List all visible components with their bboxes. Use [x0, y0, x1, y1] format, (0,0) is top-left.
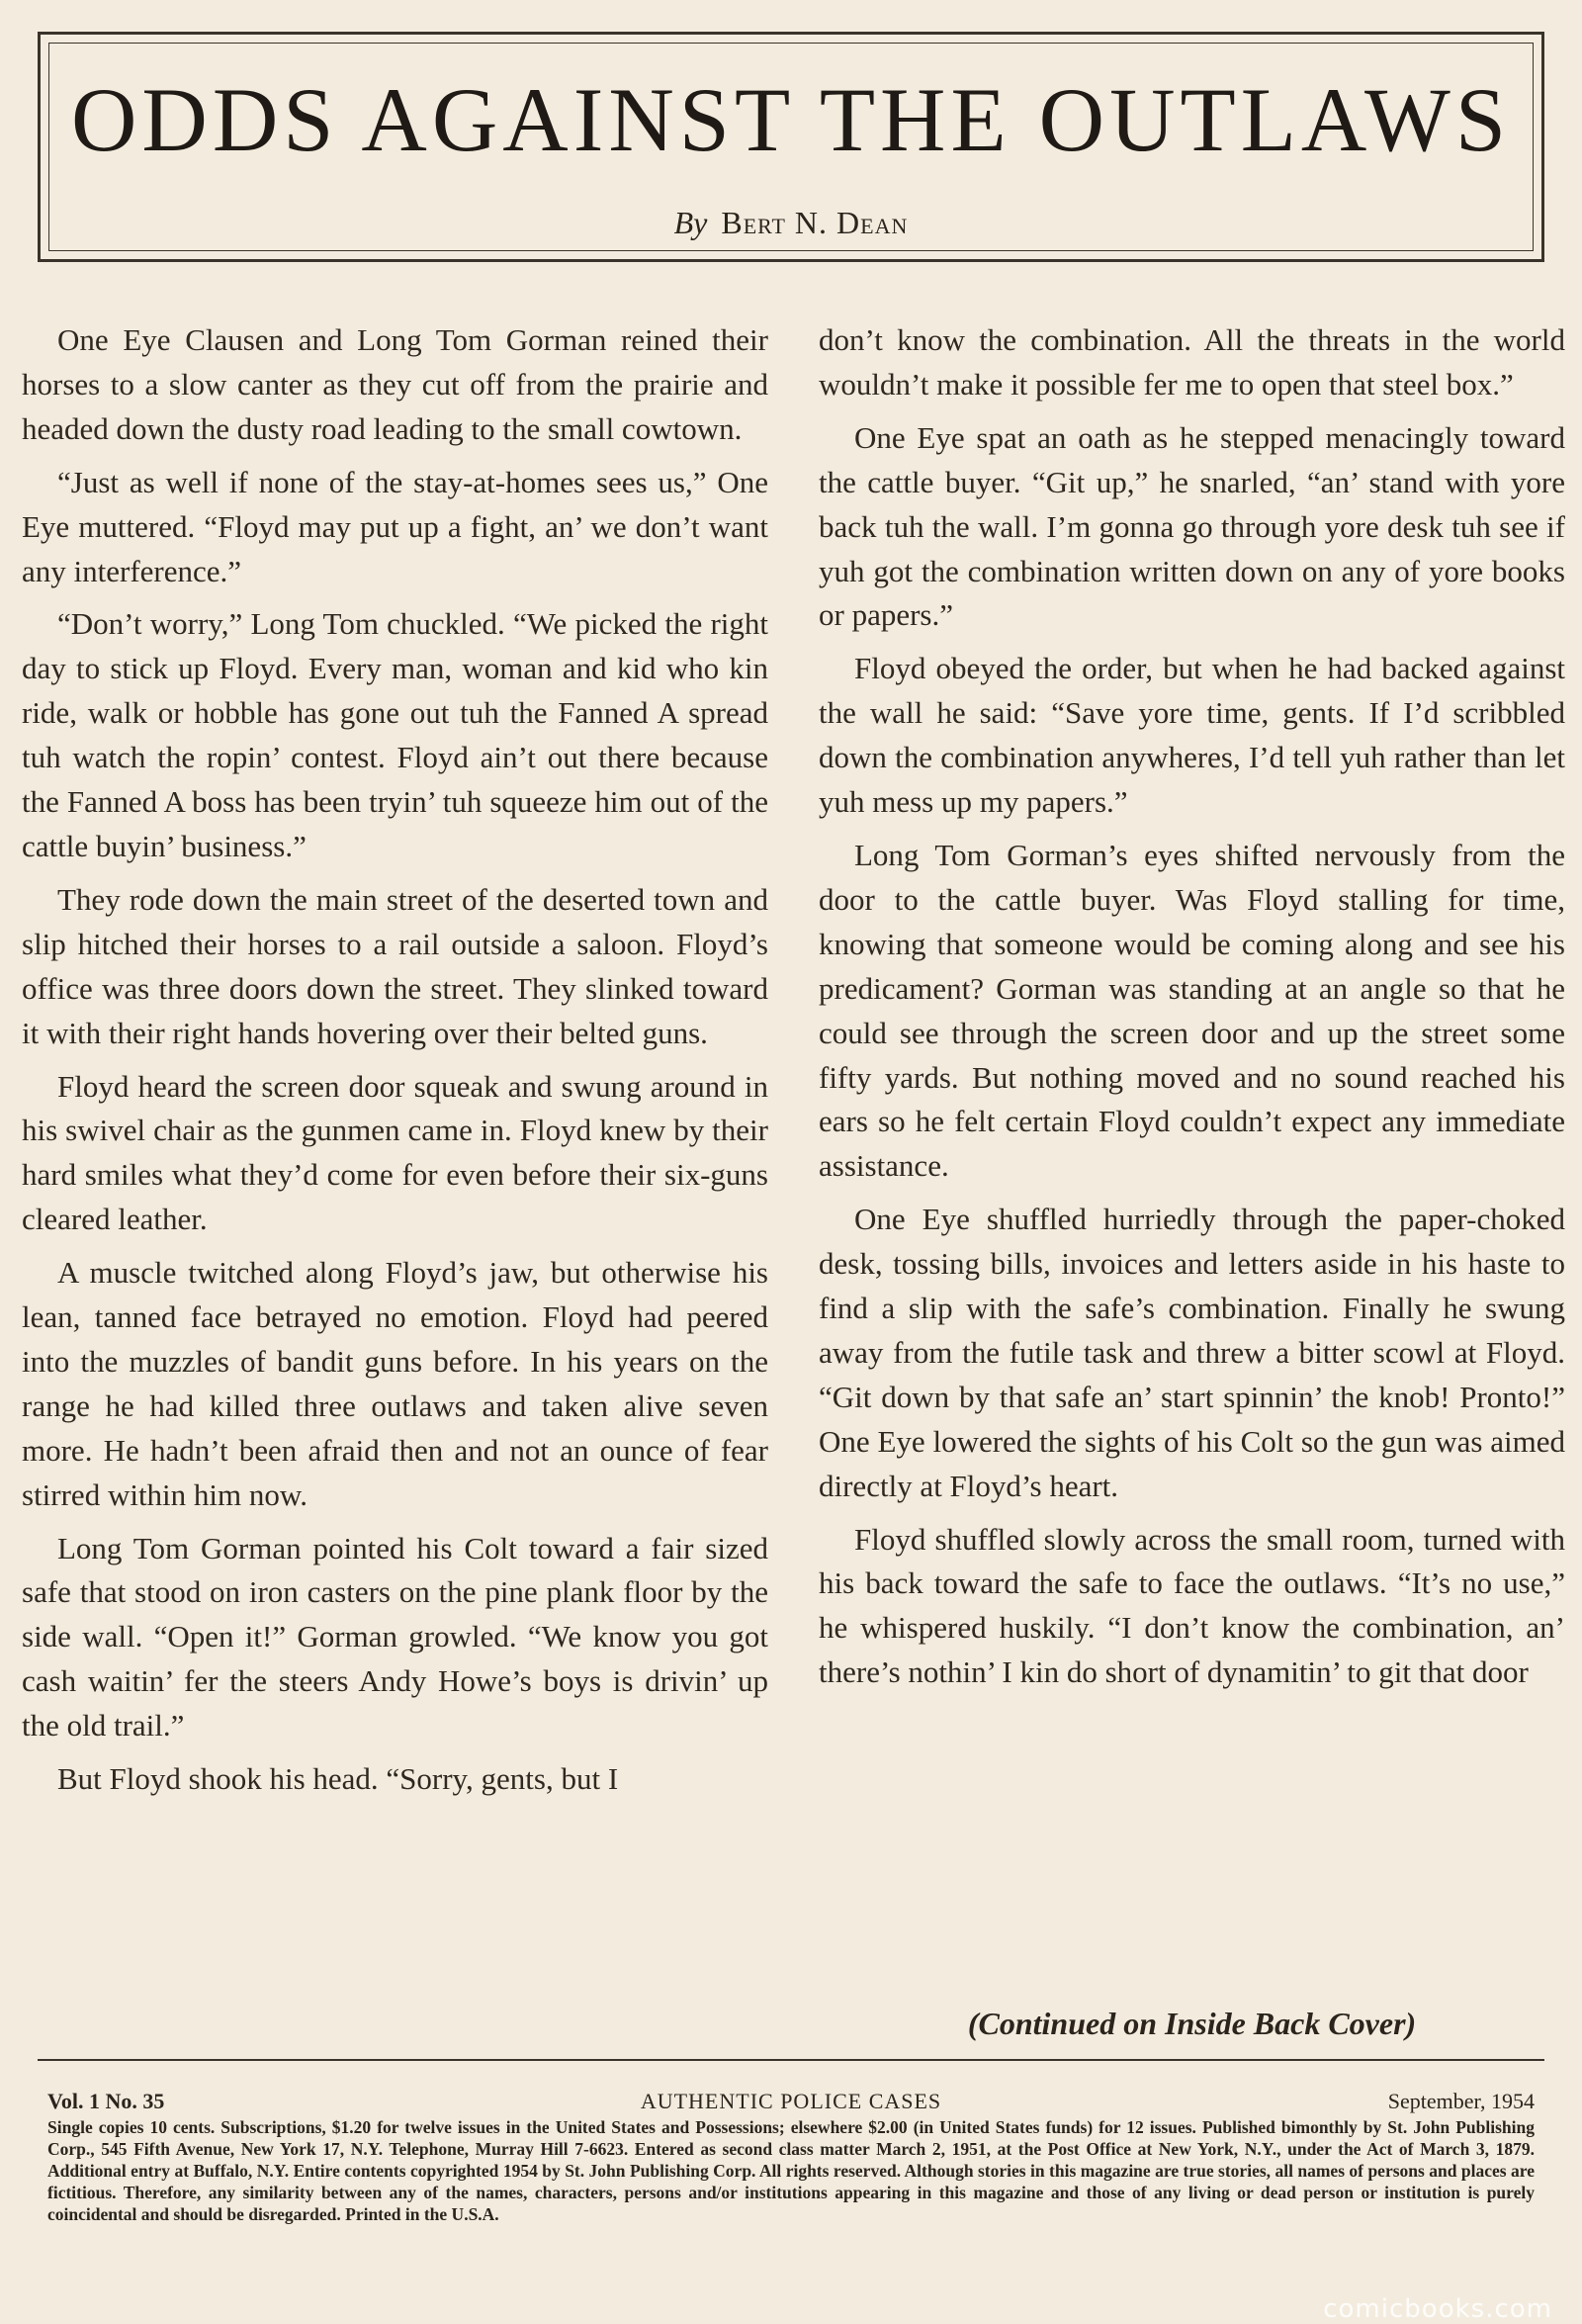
- left-column: [22, 318, 768, 1811]
- paragraph: A muscle twitched along Floyd’s jaw, but otherwise his lean, tanned face betrayed no emotion. Floyd had peered into the muzzles of bandit guns before. In his years on the range he had killed three outlaws and taken alive seven more. He hadn’t been afraid then and not an ounce of fear stirred within him now.: [22, 1255, 768, 1512]
- paragraph: One Eye Clausen and Long Tom Gorman reined their horses to a slow canter as they cut off from the prairie and headed down the dusty road leading to the small cowtown.: [22, 322, 768, 446]
- paragraph: Long Tom Gorman’s eyes shifted nervously from the door to the cattle buyer. Was Floyd stalling for time, knowing that someone would be coming along and see his predicament? Gorman was standing at an angle so that he could see through the screen door and up the street some fifty yards. But nothing moved and no sound reached his ears so he felt certain Floyd couldn’t expect any immediate assistance.: [819, 837, 1565, 1184]
- watermark: comicbooks.com: [1323, 2294, 1552, 2324]
- legal-notice: Single copies 10 cents. Subscriptions, $1.20 for twelve issues in the United States and Possessions; elsewhere $2.00 (in United States funds) for 12 issues. Published bimonthly by St. John Publishing Corp., 545 Fifth Avenue, New York 17, N.Y. Telephone, Murray Hill 7-6623. Entered as second class matter March 2, 1951, at the Post Office at New York, N.Y., under the Act of March 3, 1879. Additional entry at Buffalo, N.Y. Entire contents copyrighted 1954 by St. John Publishing Corp. All rights reserved. Although stories in this magazine are true stories, all names of persons and places are fictitious. Therefore, any similarity between any of the names, characters, persons and/or institutions appearing in this magazine and those of any living or dead person or institution is purely coincidental and should be disregarded. Printed in the U.S.A.: [47, 2117, 1535, 2224]
- author-name: Bert N. Dean: [721, 205, 909, 240]
- paragraph: “Just as well if none of the stay-at-homes sees us,” One Eye muttered. “Floyd may put up a fight, an’ we don’t want any interference.”: [22, 464, 768, 588]
- byline-by: By: [673, 205, 708, 240]
- paragraph: Long Tom Gorman pointed his Colt toward a fair sized safe that stood on iron casters on the pine plank floor by the side wall. “Open it!” Gorman growled. “We know you got cash waitin’ fer the steers Andy Howe’s boys is drivin’ up the old trail.”: [22, 1530, 768, 1743]
- footer-header: [47, 2089, 1535, 2118]
- paragraph: They rode down the main street of the deserted town and slip hitched their horses to a rail outside a saloon. Floyd’s office was three doors down the street. They slinked toward it with their right hands hovering over their belted guns.: [22, 881, 768, 1050]
- paragraph: Floyd heard the screen door squeak and swung around in his swivel chair as the gunmen came in. Floyd knew by their hard smiles what they’d come for even before their six-guns cleared leather.: [22, 1068, 768, 1237]
- paragraph: “Don’t worry,” Long Tom chuckled. “We picked the right day to stick up Floyd. Every man, woman and kid who kin ride, walk or hobble has gone out tuh the Fanned A spread tuh watch the ropin’ contest. Floyd ain’t out there because the Fanned A boss has been tryin’ tuh squeeze him out of the cattle buyin’ business.”: [22, 606, 768, 863]
- footer-rule: [38, 2059, 1544, 2061]
- issue-date: September, 1954: [1387, 2089, 1535, 2113]
- paragraph: But Floyd shook his head. “Sorry, gents, but I: [57, 1761, 619, 1797]
- volume-number: Vol. 1 No. 35: [47, 2089, 165, 2113]
- magazine-name: AUTHENTIC POLICE CASES: [640, 2089, 942, 2113]
- right-column: [819, 318, 1565, 1704]
- paragraph: Floyd obeyed the order, but when he had backed against the wall he said: “Save yore time, gents. If I’d scribbled down the combination anywheres, I’d tell yuh rather than let yuh mess up my papers.”: [819, 651, 1565, 820]
- continued-note: (Continued on Inside Back Cover): [967, 2006, 1417, 2041]
- paragraph-continued: don’t know the combination. All the threats in the world wouldn’t make it possible fer me to open that steel box.”: [819, 322, 1565, 402]
- title-box: [38, 32, 1544, 262]
- paragraph: Floyd shuffled slowly across the small room, turned with his back toward the safe to face the outlaws. “It’s no use,” he whispered huskily. “I don’t know the combination, an’ there’s nothin’ I kin do short of dynamitin’ to git that door: [819, 1521, 1565, 1690]
- byline: [41, 205, 1541, 241]
- story-title: ODDS AGAINST THE OUTLAWS: [70, 69, 1512, 170]
- paragraph: One Eye spat an oath as he stepped menacingly toward the cattle buyer. “Git up,” he snarled, “an’ stand with yore back tuh the wall. I’m gonna go through yore desk tuh see if yuh got the combination written down on any of yore books or papers.”: [819, 419, 1565, 633]
- paragraph: One Eye shuffled hurriedly through the paper-choked desk, tossing bills, invoices and letters aside in his haste to find a slip with the safe’s combination. Finally he swung away from the futile task and threw a bitter scowl at Floyd. “Git down by that safe an’ start spinnin’ the knob! Pronto!” One Eye lowered the sights of his Colt so the gun was aimed directly at Floyd’s heart.: [819, 1202, 1565, 1503]
